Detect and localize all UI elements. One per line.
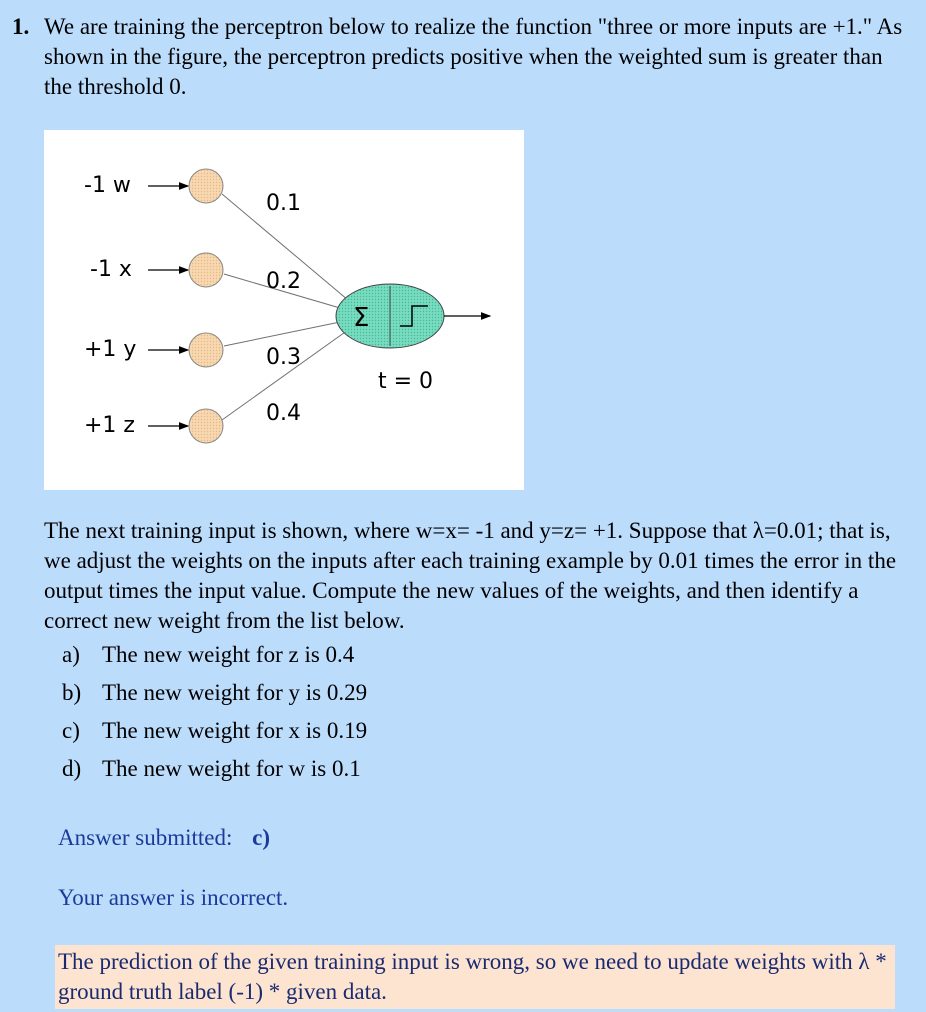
weight-line-y [224,322,340,346]
input-label-x: -1 x [90,257,132,282]
weight-label-y: 0.3 [266,345,301,370]
option-letter: a) [62,642,80,667]
input-label-z: +1 z [84,413,135,438]
input-node-z [189,409,223,443]
perceptron-figure [44,130,524,490]
option-b[interactable] [62,678,367,716]
option-text: The new weight for z is 0.4 [102,642,355,667]
input-node-y [189,333,223,367]
option-letter: c) [62,718,80,743]
input-label-w: -1 w [84,173,131,198]
option-text: The new weight for x is 0.19 [102,718,368,743]
input-node-w [189,169,223,203]
input-label-y: +1 y [84,337,137,362]
option-letter: d) [62,756,82,781]
answer-value: c) [252,825,271,850]
weight-label-z: 0.4 [266,401,301,426]
answer-options [62,640,367,792]
weight-label-x: 0.2 [266,269,301,294]
option-text: The new weight for y is 0.29 [102,680,368,705]
threshold-label: t = 0 [378,369,434,394]
option-d[interactable] [62,754,367,792]
question-intro: We are training the perceptron below to realize the function "three or more inputs are +1." As shown in the figure, the perceptron predicts positive when the weighted sum is greater than the threshold 0. [44,14,903,99]
sum-symbol: Σ [353,303,370,333]
option-c[interactable] [62,716,367,754]
option-a[interactable] [62,640,367,678]
answer-feedback: Your answer is incorrect. [58,885,289,910]
question-number: 1. [12,14,30,39]
option-letter: b) [62,680,82,705]
perceptron-diagram [44,130,524,490]
explanation-box: The prediction of the given training input is wrong, so we need to update weights with λ * ground truth label (-1) * given data. [55,945,895,1009]
weight-label-w: 0.1 [266,191,301,216]
answer-label: Answer submitted: [58,825,233,850]
option-text: The new weight for w is 0.1 [102,756,361,781]
input-node-x [189,253,223,287]
answer-submitted [58,825,270,851]
question-body: The next training input is shown, where w=x= -1 and y=z= +1. Suppose that λ=0.01; that is, we adjust the weights on the inputs after each training example by 0.01 times the error in the output times the input value. Compute the new values of the weights, and then identify a correct new weight from the list below. [44,518,897,633]
